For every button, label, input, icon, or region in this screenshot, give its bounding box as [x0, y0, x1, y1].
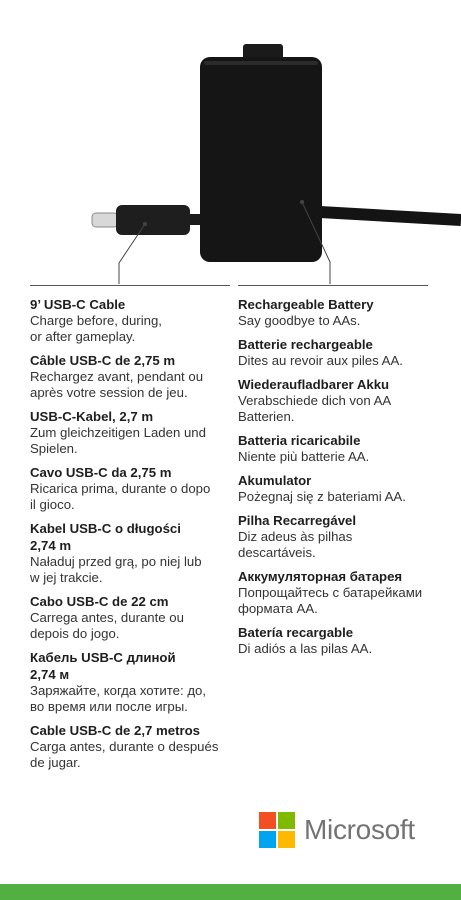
product-illustration: [0, 0, 461, 290]
battery-descriptions: [238, 296, 448, 664]
battery-entry-pl: [238, 472, 448, 505]
entry-body: Ricarica prima, durante o dopo il gioco.: [30, 481, 211, 512]
entry-body: Verabschiede dich von AA Batterien.: [238, 393, 392, 424]
cable-entry-ru: [30, 649, 230, 715]
cable-descriptions: [30, 296, 230, 778]
logo-square-red: [259, 812, 276, 829]
entry-body: Попрощайтесь с батарейками формата AA.: [238, 585, 423, 616]
entry-title: 9’ USB-C Cable: [30, 297, 126, 312]
cable-entry-fr: [30, 352, 230, 401]
cable-entry-en: [30, 296, 230, 345]
entry-title: Rechargeable Battery: [238, 297, 374, 312]
entry-title: Kabel USB-C o długości 2,74 m: [30, 521, 181, 553]
entry-title: Batterie rechargeable: [238, 337, 373, 352]
entry-body: Charge before, during, or after gameplay.: [30, 313, 162, 344]
entry-title: Кабель USB-C длиной 2,74 м: [30, 650, 176, 682]
logo-square-yellow: [278, 831, 295, 848]
entry-body: Pożegnaj się z bateriami AA.: [238, 489, 406, 504]
entry-title: Batteria ricaricabile: [238, 433, 361, 448]
battery-entry-de: [238, 376, 448, 425]
battery-entry-es: [238, 624, 448, 657]
cable-entry-es: [30, 722, 230, 771]
battery-entry-it: [238, 432, 448, 465]
cable-entry-pl: [30, 520, 230, 586]
cable-divider: [30, 285, 230, 286]
entry-body: Niente più batterie AA.: [238, 449, 370, 464]
entry-title: Akumulator: [238, 473, 312, 488]
battery-body: [200, 57, 322, 262]
entry-body: Zum gleichzeitigen Laden und Spielen.: [30, 425, 206, 456]
entry-body: Dites au revoir aux piles AA.: [238, 353, 403, 368]
entry-title: Аккумуляторная батарея: [238, 569, 403, 584]
brand-wordmark: Microsoft: [304, 814, 415, 845]
entry-title: Pilha Recarregável: [238, 513, 357, 528]
cable-entry-pt: [30, 593, 230, 642]
entry-body: Diz adeus às pilhas descartáveis.: [238, 529, 353, 560]
microsoft-logo: [259, 812, 415, 848]
entry-title: Cavo USB-C da 2,75 m: [30, 465, 172, 480]
green-footer-bar: [0, 884, 461, 900]
usb-c-housing: [116, 205, 190, 235]
entry-body: Naładuj przed grą, po niej lub w jej trakcie.: [30, 554, 202, 585]
entry-title: Wiederaufladbarer Akku: [238, 377, 390, 392]
logo-square-blue: [259, 831, 276, 848]
entry-body: Carga antes, durante o después de jugar.: [30, 739, 219, 770]
entry-body: Заряжайте, когда хотите: до, во время или после игры.: [30, 683, 207, 714]
usb-c-plug: [92, 213, 118, 227]
entry-title: Cable USB-C de 2,7 metros: [30, 723, 201, 738]
entry-title: Batería recargable: [238, 625, 354, 640]
cable-entry-de: [30, 408, 230, 457]
battery-highlight: [204, 61, 318, 65]
entry-body: Say goodbye to AAs.: [238, 313, 361, 328]
entry-title: USB-C-Kabel, 2,7 m: [30, 409, 154, 424]
windows-squares-icon: [259, 812, 295, 848]
battery-entry-fr: [238, 336, 448, 369]
battery-divider: [238, 285, 428, 286]
entry-body: Carrega antes, durante ou depois do jogo.: [30, 610, 184, 641]
cable-callout-dot: [143, 222, 147, 226]
cable-right: [320, 212, 461, 220]
entry-title: Câble USB-C de 2,75 m: [30, 353, 176, 368]
entry-body: Rechargez avant, pendant ou après votre session de jeu.: [30, 369, 204, 400]
logo-square-green: [278, 812, 295, 829]
battery-entry-en: [238, 296, 448, 329]
battery-callout-dot: [300, 200, 304, 204]
entry-body: Di adiós a las pilas AA.: [238, 641, 373, 656]
battery-entry-ru: [238, 568, 448, 617]
battery-entry-pt: [238, 512, 448, 561]
entry-title: Cabo USB-C de 22 cm: [30, 594, 169, 609]
cable-entry-it: [30, 464, 230, 513]
